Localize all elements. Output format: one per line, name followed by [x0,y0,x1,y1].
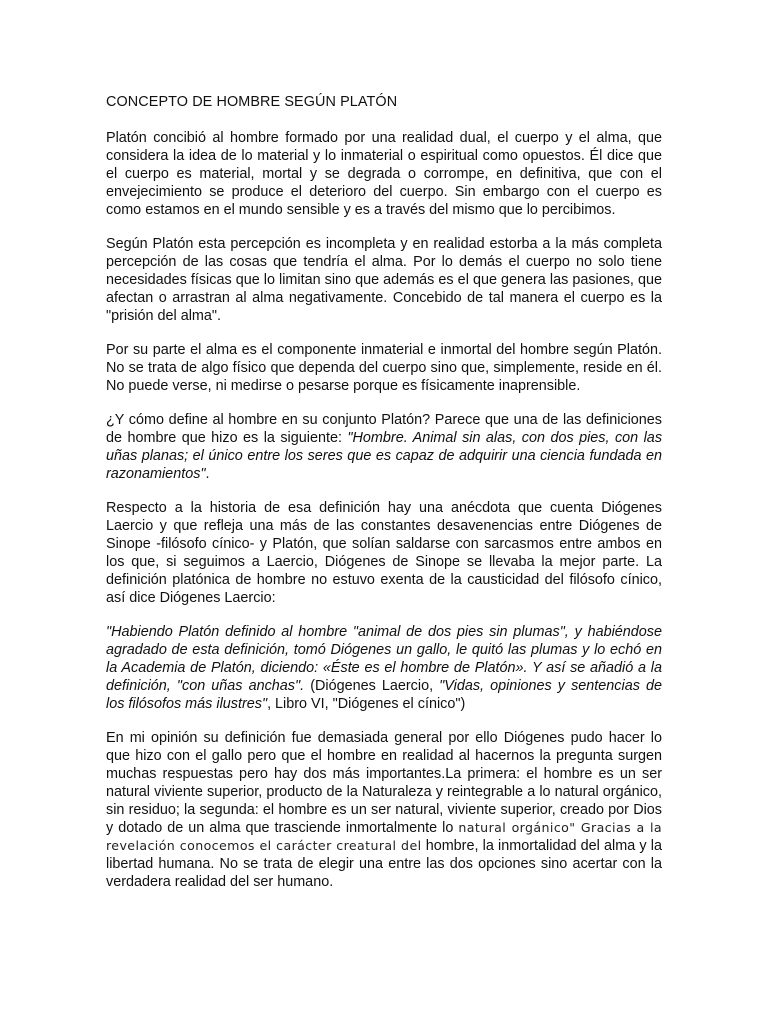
document-page [106,93,662,907]
paragraph-1: Platón concibió al hombre formado por una realidad dual, el cuerpo y el alma, que considera la idea de lo material y lo inmaterial o espiritual como opuestos. Él dice que el cuerpo es material, mortal y se degrada o corrompe, en definitiva, que con el envejecimiento se produce el deterioro del cuerpo. Sin embargo con el cuerpo es como estamos en el mundo sensible y es a través del mismo que lo percibimos. [106,130,662,218]
paragraph-5: Respecto a la historia de esa definición hay una anécdota que cuenta Diógenes Laercio y que refleja una más de las constantes desavenencias entre Diógenes de Sinope -filósofo cínico- y Platón, que solían saldarse con sarcasmos entre ambos en los que, si seguimos a Laercio, Diógenes de Sinope se llevaba la mejor parte. La definición platónica de hombre no estuvo exenta de la causticidad del filósofo cínico, así dice Diógenes Laercio: [106,500,662,606]
citation-book-title: "Vidas, opiniones y sentencias de los filósofos más ilustres" [106,678,662,712]
citation-tail: , Libro VI, "Diógenes el cínico") [267,696,466,712]
paragraph-7-part-3: hombre, la inmortalidad del alma y la libertad humana. No se trata de elegir una entre las dos opciones sino acertar con la verdadera realidad del ser humano. [106,838,662,890]
paragraph-4-tail: . [205,466,210,482]
paragraph-2: Según Platón esta percepción es incompleta y en realidad estorba a la más completa percepción de las cosas que tendría el alma. Por lo demás el cuerpo no solo tiene necesidades físicas que lo limitan sino que además es el que genera las pasiones, que afectan o arrastran al alma negativamente. Concebido de tal manera el cuerpo es la "prisión del alma". [106,236,662,324]
paragraph-3: Por su parte el alma es el componente inmaterial e inmortal del hombre según Platón. No se trata de algo físico que dependa del cuerpo sino que, simplemente, reside en él. No puede verse, ni medirse o pesarse porque es físicamente inaprensible. [106,342,662,394]
paragraph-7 [106,729,662,891]
paragraph-7-part-1: En mi opinión su definición fue demasiada general por ello Diógenes pudo hacer lo que hizo con el gallo pero que el hombre en realidad al hacernos la pregunta surgen muchas respuestas pero hay dos más importantes.La primera: el hombre es un ser natural viviente superior, producto de la Naturaleza y reintegrable a lo natural orgánico, sin residuo; la segunda: el hombre es un ser natural, viviente superior, creado por Dios y dotado de un alma que trasciende inmortalmente lo [106,730,662,836]
paragraph-7-part-2: natural orgánico" Gracias a la revelación conocemos el carácter creatural del [106,820,663,853]
paragraph-4 [106,411,662,483]
plato-definition-quote: "Hombre. Animal sin alas, con dos pies, con las uñas planas; el único entre los seres que es capaz de adquirir una ciencia fundada en razonamientos" [106,430,663,482]
diogenes-anecdote-quote: "Habiendo Platón definido al hombre "animal de dos pies sin plumas", y habiéndose agradado de esta definición, tomó Diógenes un gallo, le quitó las plumas y lo echó en la Academia de Platón, diciendo: «Éste es el hombre de Platón». Y así se añadió a la definición, "con uñas anchas". [106,624,662,694]
paragraph-6 [106,623,662,713]
document-title: CONCEPTO DE HOMBRE SEGÚN PLATÓN [106,94,398,110]
paragraph-4-lead: ¿Y cómo define al hombre en su conjunto Platón? Parece que una de las definiciones de hombre que hizo es la siguiente: [106,412,662,446]
citation-mid: (Diógenes Laercio, [304,678,440,694]
